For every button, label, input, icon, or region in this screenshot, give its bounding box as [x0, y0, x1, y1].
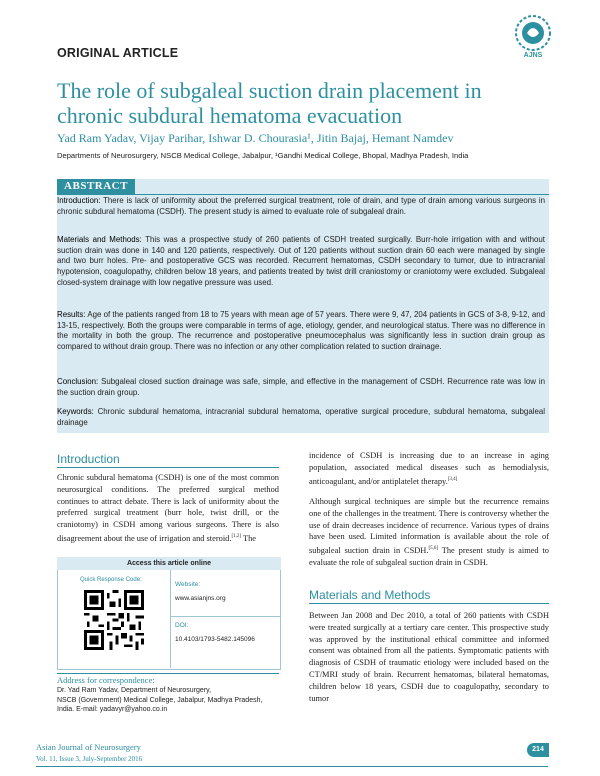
abstract-methods	[57, 235, 545, 289]
citation: [1,2]	[231, 533, 242, 539]
correspondence-rule	[57, 673, 279, 674]
article-title: The role of subgaleal suction drain placement in chronic subdural hematoma evacuation	[57, 78, 482, 128]
affiliation: Departments of Neurosurgery, NSCB Medical College, Jabalpur, ¹Gandhi Medical College, Bhopal, Madhya Pradesh, India	[57, 151, 469, 160]
introduction-heading: Introduction	[57, 452, 120, 466]
citation: [3,4]	[447, 476, 458, 482]
access-divider	[170, 570, 171, 668]
correspondence-line: Dr. Yad Ram Yadav, Department of Neurosurgery,	[57, 687, 212, 694]
abstract-keywords-text: Chronic subdural hematoma, intracranial subdural hematoma, operative surgical procedure, subdural hematoma, subgaleal drainage	[57, 407, 545, 427]
website-label: Website:	[175, 581, 201, 588]
abstract-results	[57, 310, 545, 353]
access-heading: Access this article online	[57, 557, 281, 570]
doi-label: DOI:	[175, 622, 189, 629]
paragraph-text: The present study is aimed to evaluate the role of subgaleal suction drain in CSDH.	[309, 545, 549, 567]
abstract-introduction	[57, 196, 545, 217]
journal-logo	[510, 13, 556, 59]
abstract-intro-label: Introduction:	[57, 196, 101, 205]
doi-value[interactable]: 10.4103/1793-5482.145096	[175, 636, 255, 643]
correspondence-line: NSCB (Government) Medical College, Jabalpur, Madhya Pradesh,	[57, 696, 263, 704]
introduction-text: Chronic subdural hematoma (CSDH) is one of the most common neurosurgical conditions. The preferred surgical method continues to attract debate. There is lack of uniformity about the preferred surgical treatment (burr hole, twist drill, or the craniotomy) in CSDH among various surgeons. There is also disagreement about the use of irrigation and steroid.	[57, 473, 279, 543]
abstract-heading: ABSTRACT	[57, 179, 135, 194]
author-list: Yad Ram Yadav, Vijay Parihar, Ishwar D. Chourasia¹, Jitin Bajaj, Hemant Namdev	[57, 131, 454, 145]
abstract-results-label: Results:	[57, 310, 86, 319]
svg-text:AJNS: AJNS	[523, 52, 543, 59]
paragraph-text: Although surgical techniques are simple but the recurrence remains one of the challenges in the treatment. There is controversy whether the use of drain decreases incidence of recurrence. Various types of drains have been used. Limited information is available about the role of subgaleal suction drain in CSDH.	[309, 497, 549, 555]
abstract-results-text: Age of the patients ranged from 18 to 75 years with mean age of 57 years. There were 9, 47, 204 patients in GCS of 3-8, 9-12, and 13-15, respectively. Both the groups were comparable in terms of age, etiology, gender, and neurological status. There was no difference in the mortality in both the group. The recurrence and postoperative pneumocephalus was significantly less in suction drain group as compared to without drain group. There was no infection or any other complication related to suction drainage.	[57, 310, 545, 352]
article-type-label: ORIGINAL ARTICLE	[57, 46, 179, 60]
journal-name: Asian Journal of Neurosurgery	[36, 742, 141, 752]
introduction-paragraph	[57, 472, 279, 545]
page-number: 214	[527, 743, 549, 757]
citation: [5,6]	[428, 546, 439, 552]
abstract-methods-label: Materials and Methods:	[57, 235, 142, 244]
access-divider	[171, 616, 281, 617]
abstract-methods-text: This was a prospective study of 260 patients of CSDH treated surgically. Burr-hole irrigation with and without suction drain was done in 140 and 120 patients, respectively. Out of 120 patients without suction drain 60 each were managed by single and two burr holes. Pre- and postoperative GCS was recorded. Recurrent hematomas, CSDH secondary to tumor, due to intracranial hypotension, coagulopathy, children below 18 years, and patients treated by twist drill craniostomy or craniotomy were excluded. Subgaleal closed-system drainage with low negative pressure was used.	[57, 235, 546, 287]
correspondence-address	[57, 686, 287, 715]
journal-volume: Vol. 11, Issue 3, July-September 2016	[36, 755, 143, 763]
introduction-rule	[57, 467, 279, 468]
methods-paragraph: Between Jan 2008 and Dec 2010, a total of 260 patients with CSDH were treated surgically at a tertiary care center. This prospective study was approved by the institutional ethical committee and informed consent was obtained from all the patients. Symptomatic patients with diagnosis of CSDH of traumatic etiology were included based on the CT/MRI study of brain. Recurrent hematomas, bilateral hematomas, children below 18 years, CSDH due to coagulopathy, secondary to tumor	[309, 611, 549, 703]
methods-rule	[309, 603, 549, 604]
correspondence-line: India. E-mail: yadavyr@yahoo.co.in	[57, 706, 168, 714]
abstract-conclusion	[57, 377, 545, 398]
abstract-keywords-label: Keywords:	[57, 407, 94, 416]
abstract-intro-text: There is lack of uniformity about the preferred surgical treatment, role of drain, and type of drain among various surgeons in chronic subdural hematoma (CSDH). The present study is aimed to evaluate role of subgaleal drain.	[57, 196, 545, 216]
qr-label: Quick Response Code:	[80, 577, 142, 583]
abstract-conclusion-label: Conclusion:	[57, 377, 99, 386]
website-value[interactable]: www.asianjns.org	[175, 595, 226, 602]
paragraph-text: incidence of CSDH is increasing due to an increase in aging population, associated medical diseases such as hemodialysis, anticoagulant, and/or antiplatelet therapy.	[309, 451, 549, 486]
right-paragraph-1	[309, 450, 549, 487]
methods-heading: Materials and Methods	[309, 588, 431, 602]
correspondence-heading: Address for correspondence:	[57, 675, 155, 685]
abstract-conclusion-text: Subgaleal closed suction drainage was safe, simple, and effective in the management of CSDH. Recurrence rate was low in the suction drain group.	[57, 377, 545, 397]
footer-rule	[36, 766, 548, 767]
abstract-rule	[57, 194, 549, 195]
introduction-tail: The	[242, 533, 257, 543]
abstract-keywords	[57, 407, 545, 428]
qr-code[interactable]	[84, 590, 144, 650]
right-paragraph-2	[309, 496, 549, 569]
